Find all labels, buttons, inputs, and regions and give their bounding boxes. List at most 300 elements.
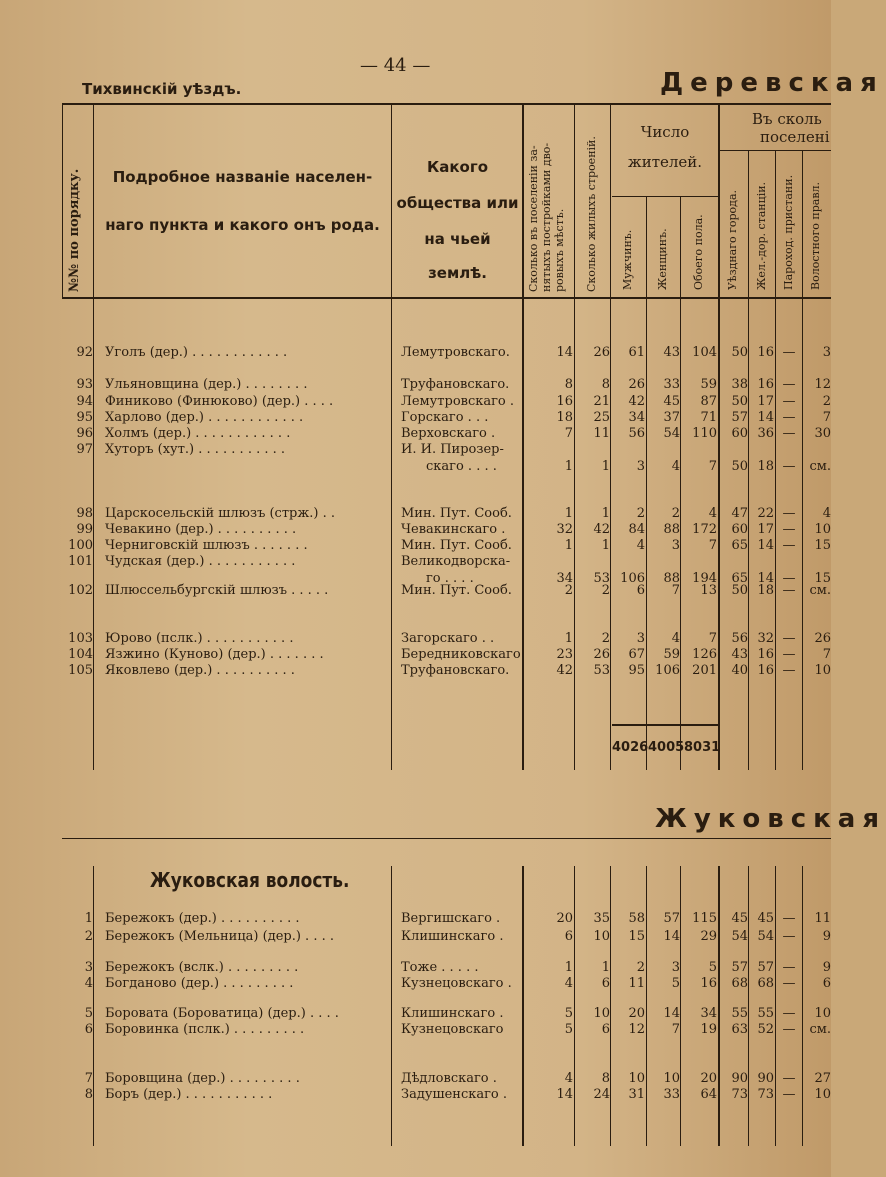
- cell-total: 172: [692, 522, 717, 537]
- cell-male: 12: [628, 1022, 645, 1037]
- cell-total: 115: [692, 911, 717, 926]
- cell-rail: 57: [757, 960, 774, 975]
- cell-town: 50: [731, 345, 748, 360]
- cell-male: 2: [636, 506, 645, 521]
- cell-town: 47: [731, 506, 748, 521]
- section-title-derevskaya: Деревская: [660, 68, 884, 98]
- cell-female: 4: [671, 631, 680, 646]
- cell-male: 11: [628, 976, 645, 991]
- cell-male: 2: [636, 960, 645, 975]
- cell-volost: см.: [809, 459, 831, 474]
- header-total: Обоего пола.: [692, 214, 705, 290]
- volost-heading: Жуковская волость.: [150, 868, 350, 892]
- cell-name: Чевакино (дер.) . . . . . . . . . .: [105, 522, 297, 537]
- cell-society: Верховскаго .: [401, 426, 496, 441]
- cell-buildings: 26: [593, 345, 610, 360]
- cell-name: Уголъ (дер.) . . . . . . . . . . . .: [105, 345, 288, 360]
- cell-name: Черниговскій шлюзъ . . . . . . .: [105, 538, 308, 553]
- header-top-rule: [62, 103, 831, 105]
- cell-volost: 10: [814, 1087, 831, 1102]
- cell-pier: —: [782, 377, 796, 392]
- cell-female: 88: [663, 522, 680, 537]
- cell-society: Великодворска-: [401, 554, 511, 569]
- header-name-line2: наго пункта и какого онъ рода.: [105, 216, 380, 234]
- cell-town: 38: [731, 377, 748, 392]
- cell-male: 3: [636, 631, 645, 646]
- cell-pier: —: [782, 345, 796, 360]
- cell-volost: 15: [814, 538, 831, 553]
- cell-town: 65: [731, 571, 748, 586]
- cell-female: 7: [671, 583, 680, 598]
- cell-total: 20: [700, 1071, 717, 1086]
- cell-name: Хуторъ (хут.) . . . . . . . . . . .: [105, 442, 286, 457]
- cell-name: Ульяновщина (дер.) . . . . . . . .: [105, 377, 308, 392]
- cell-society: Вергишскаго .: [401, 911, 501, 926]
- cell-male: 34: [628, 410, 645, 425]
- cell-volost: см.: [809, 1022, 831, 1037]
- header-pier: Пароход. пристани.: [782, 174, 795, 290]
- total-both: 8031: [684, 740, 721, 755]
- table-row: [0, 538, 831, 555]
- cell-rail: 73: [757, 1087, 774, 1102]
- cell-no: 6: [84, 1022, 93, 1037]
- cell-yards: 23: [556, 647, 573, 662]
- cell-volost: 10: [814, 522, 831, 537]
- cell-rail: 68: [757, 976, 774, 991]
- cell-volost: 2: [822, 394, 831, 409]
- cell-male: 56: [628, 426, 645, 441]
- cell-town: 68: [731, 976, 748, 991]
- cell-town: 55: [731, 1006, 748, 1021]
- cell-female: 37: [663, 410, 680, 425]
- cell-male: 84: [628, 522, 645, 537]
- cell-no: 99: [76, 522, 93, 537]
- cell-total: 71: [700, 410, 717, 425]
- cell-buildings: 24: [593, 1087, 610, 1102]
- cell-yards: 34: [556, 571, 573, 586]
- cell-no: 8: [84, 1087, 93, 1102]
- cell-buildings: 8: [601, 377, 610, 392]
- cell-rail: 55: [757, 1006, 774, 1021]
- cell-name: Юрово (пслк.) . . . . . . . . . . .: [105, 631, 294, 646]
- cell-no: 100: [68, 538, 93, 553]
- cell-town: 45: [731, 911, 748, 926]
- cell-male: 15: [628, 929, 645, 944]
- cell-yards: 1: [564, 506, 573, 521]
- cell-society: Мин. Пут. Сооб.: [401, 506, 512, 521]
- cell-total: 194: [692, 571, 717, 586]
- cell-no: 101: [68, 554, 93, 569]
- table-row: [0, 647, 831, 664]
- cell-no: 96: [76, 426, 93, 441]
- cell-pier: —: [782, 522, 796, 537]
- cell-town: 60: [731, 522, 748, 537]
- cell-female: 3: [671, 960, 680, 975]
- cell-yards: 4: [564, 1071, 573, 1086]
- cell-society: Чевакинскаго .: [401, 522, 506, 537]
- cell-name: Холмъ (дер.) . . . . . . . . . . . .: [105, 426, 291, 441]
- cell-no: 4: [84, 976, 93, 991]
- cell-total: 4: [708, 506, 717, 521]
- cell-pier: —: [782, 1006, 796, 1021]
- header-volost: Волостного правл.: [809, 181, 822, 290]
- cell-no: 104: [68, 647, 93, 662]
- cell-rail: 18: [757, 583, 774, 598]
- cell-female: 10: [663, 1071, 680, 1086]
- cell-pier: —: [782, 647, 796, 662]
- table-row: [0, 394, 831, 411]
- cell-society: И. И. Пирозер-: [401, 442, 504, 457]
- table-row: [0, 631, 831, 648]
- cell-name: Боровинка (пслк.) . . . . . . . . .: [105, 1022, 305, 1037]
- table-row: [0, 976, 831, 993]
- cell-volost: 15: [814, 571, 831, 586]
- cell-pier: —: [782, 583, 796, 598]
- cell-town: 63: [731, 1022, 748, 1037]
- table-row: [0, 1022, 831, 1039]
- cell-society-cont: скаго . . . .: [426, 459, 497, 474]
- header-distance-line1: Въ сколь: [752, 110, 822, 128]
- cell-male: 67: [628, 647, 645, 662]
- table-row: [0, 911, 831, 928]
- cell-total: 34: [700, 1006, 717, 1021]
- cell-buildings: 25: [593, 410, 610, 425]
- cell-town: 73: [731, 1087, 748, 1102]
- cell-male: 58: [628, 911, 645, 926]
- cell-male: 95: [628, 663, 645, 678]
- header-distance-line2: поселені: [760, 128, 830, 146]
- header-society-line1: Какого: [426, 158, 488, 176]
- cell-buildings: 1: [601, 538, 610, 553]
- cell-pier: —: [782, 538, 796, 553]
- cell-buildings: 6: [601, 1022, 610, 1037]
- cell-rail: 90: [757, 1071, 774, 1086]
- cell-society-cont: го . . . .: [426, 571, 474, 586]
- cell-total: 16: [700, 976, 717, 991]
- cell-buildings: 53: [593, 663, 610, 678]
- cell-male: 42: [628, 394, 645, 409]
- table-row: [0, 377, 831, 394]
- cell-yards: 14: [556, 345, 573, 360]
- cell-society: Мин. Пут. Сооб.: [401, 538, 512, 553]
- cell-yards: 20: [556, 911, 573, 926]
- cell-male: 6: [636, 583, 645, 598]
- cell-rail: 17: [757, 522, 774, 537]
- cell-yards: 16: [556, 394, 573, 409]
- table-row: [0, 522, 831, 539]
- table-row: [0, 442, 831, 474]
- cell-volost: 7: [822, 410, 831, 425]
- cell-name: Бережокъ (дер.) . . . . . . . . . .: [105, 911, 300, 926]
- cell-society: Лемутровскаго .: [401, 394, 515, 409]
- cell-society: Загорскаго . .: [401, 631, 495, 646]
- header-bottom-rule: [62, 297, 831, 299]
- table-row: [0, 554, 831, 586]
- header-inhabitants-line1: Число: [640, 123, 690, 141]
- cell-buildings: 1: [601, 960, 610, 975]
- cell-yards: 1: [564, 631, 573, 646]
- cell-female: 33: [663, 1087, 680, 1102]
- cell-female: 59: [663, 647, 680, 662]
- cell-society: Кузнецовскаго .: [401, 976, 512, 991]
- cell-pier: —: [782, 663, 796, 678]
- cell-town: 54: [731, 929, 748, 944]
- cell-yards: 1: [564, 960, 573, 975]
- cell-society: Кузнецовскаго: [401, 1022, 504, 1037]
- cell-name: Бережокъ (вслк.) . . . . . . . . .: [105, 960, 299, 975]
- cell-no: 97: [76, 442, 93, 457]
- cell-name: Чудская (дер.) . . . . . . . . . . .: [105, 554, 296, 569]
- cell-yards: 8: [564, 377, 573, 392]
- cell-name: Яковлево (дер.) . . . . . . . . . .: [105, 663, 295, 678]
- cell-no: 102: [68, 583, 93, 598]
- cell-name: Боровата (Бороватица) (дер.) . . . .: [105, 1006, 339, 1021]
- cell-volost: 9: [822, 960, 831, 975]
- cell-pier: —: [782, 394, 796, 409]
- cell-male: 106: [620, 571, 645, 586]
- header-society-line3: на чьей землѣ.: [424, 230, 491, 282]
- cell-no: 95: [76, 410, 93, 425]
- cell-society: Труфановскаго.: [401, 663, 510, 678]
- cell-volost: 12: [814, 377, 831, 392]
- cell-no: 2: [84, 929, 93, 944]
- cell-no: 3: [84, 960, 93, 975]
- cell-female: 45: [663, 394, 680, 409]
- cell-volost: 6: [822, 976, 831, 991]
- cell-female: 2: [671, 506, 680, 521]
- cell-pier: —: [782, 929, 796, 944]
- cell-total: 5: [708, 960, 717, 975]
- table-row: [0, 1071, 831, 1088]
- cell-total: 64: [700, 1087, 717, 1102]
- cell-male: 10: [628, 1071, 645, 1086]
- cell-buildings: 35: [593, 911, 610, 926]
- cell-volost: 27: [814, 1071, 831, 1086]
- cell-pier: —: [782, 1071, 796, 1086]
- cell-rail: 14: [757, 571, 774, 586]
- cell-volost: 11: [814, 911, 831, 926]
- cell-town: 43: [731, 647, 748, 662]
- table-row: [0, 663, 831, 680]
- cell-buildings: 26: [593, 647, 610, 662]
- header-female: Женщинъ.: [656, 228, 669, 290]
- cell-buildings: 53: [593, 571, 610, 586]
- cell-no: 103: [68, 631, 93, 646]
- cell-society: Задушенскаго .: [401, 1087, 508, 1102]
- cell-buildings: 2: [601, 583, 610, 598]
- cell-total: 7: [708, 631, 717, 646]
- header-town: Уѣзднаго города.: [726, 189, 739, 290]
- cell-no: 5: [84, 1006, 93, 1021]
- cell-rail: 18: [757, 459, 774, 474]
- cell-town: 57: [731, 410, 748, 425]
- cell-pier: —: [782, 571, 796, 586]
- cell-no: 94: [76, 394, 93, 409]
- table-row: [0, 960, 831, 977]
- cell-yards: 42: [556, 663, 573, 678]
- cell-volost: 4: [822, 506, 831, 521]
- section-title-zhukovskaya: Жуковская: [655, 804, 886, 834]
- cell-volost: 30: [814, 426, 831, 441]
- col-rule: [62, 105, 63, 297]
- cell-total: 201: [692, 663, 717, 678]
- table-row: [0, 1087, 831, 1104]
- county-title: Тихвинскій уѣздъ.: [82, 80, 242, 98]
- cell-female: 5: [671, 976, 680, 991]
- cell-rail: 17: [757, 394, 774, 409]
- cell-yards: 6: [564, 929, 573, 944]
- header-name-line1: Подробное названіе населен-: [112, 168, 373, 186]
- table-row: [0, 426, 831, 443]
- cell-female: 4: [671, 459, 680, 474]
- cell-no: 98: [76, 506, 93, 521]
- cell-pier: —: [782, 426, 796, 441]
- cell-rail: 36: [757, 426, 774, 441]
- cell-buildings: 2: [601, 631, 610, 646]
- cell-rail: 16: [757, 345, 774, 360]
- cell-total: 59: [700, 377, 717, 392]
- cell-total: 104: [692, 345, 717, 360]
- cell-yards: 5: [564, 1006, 573, 1021]
- cell-buildings: 6: [601, 976, 610, 991]
- cell-buildings: 1: [601, 506, 610, 521]
- cell-pier: —: [782, 960, 796, 975]
- cell-name: Шлюссельбургскій шлюзъ . . . . .: [105, 583, 329, 598]
- cell-total: 29: [700, 929, 717, 944]
- col-rule: [680, 197, 681, 770]
- cell-volost: 9: [822, 929, 831, 944]
- table-row: [0, 929, 831, 946]
- cell-female: 106: [655, 663, 680, 678]
- header-male: Мужчинъ.: [621, 229, 634, 290]
- cell-town: 50: [731, 394, 748, 409]
- cell-buildings: 1: [601, 459, 610, 474]
- cell-society: Тоже . . . . .: [401, 960, 479, 975]
- cell-male: 61: [628, 345, 645, 360]
- cell-female: 43: [663, 345, 680, 360]
- cell-name: Харлово (дер.) . . . . . . . . . . . .: [105, 410, 304, 425]
- cell-no: 7: [84, 1071, 93, 1086]
- table-row: [0, 1006, 831, 1023]
- cell-buildings: 21: [593, 394, 610, 409]
- table-row: [0, 410, 831, 427]
- cell-volost: 3: [822, 345, 831, 360]
- cell-male: 31: [628, 1087, 645, 1102]
- cell-volost: 7: [822, 647, 831, 662]
- cell-female: 7: [671, 1022, 680, 1037]
- cell-female: 88: [663, 571, 680, 586]
- cell-rail: 22: [757, 506, 774, 521]
- table-row: [0, 506, 831, 523]
- table-row: [0, 345, 831, 362]
- cell-rail: 54: [757, 929, 774, 944]
- cell-name: Царскосельскій шлюзъ (стрж.) . .: [105, 506, 336, 521]
- cell-volost: см.: [809, 583, 831, 598]
- cell-name: Боровщина (дер.) . . . . . . . . .: [105, 1071, 300, 1086]
- cell-yards: 1: [564, 538, 573, 553]
- cell-rail: 16: [757, 663, 774, 678]
- cell-pier: —: [782, 1087, 796, 1102]
- table-row: [0, 583, 831, 600]
- cell-volost: 26: [814, 631, 831, 646]
- cell-town: 57: [731, 960, 748, 975]
- cell-rail: 45: [757, 911, 774, 926]
- cell-female: 33: [663, 377, 680, 392]
- cell-female: 14: [663, 929, 680, 944]
- cell-name: Богданово (дер.) . . . . . . . . .: [105, 976, 294, 991]
- cell-buildings: 11: [593, 426, 610, 441]
- header-buildings: Сколько жилыхъ строеній.: [585, 136, 598, 292]
- cell-yards: 1: [564, 459, 573, 474]
- cell-yards: 7: [564, 426, 573, 441]
- cell-volost: 10: [814, 663, 831, 678]
- cell-rail: 14: [757, 410, 774, 425]
- cell-total: 126: [692, 647, 717, 662]
- cell-yards: 18: [556, 410, 573, 425]
- cell-rail: 16: [757, 377, 774, 392]
- header-society-line2: общества или: [396, 194, 519, 212]
- cell-society: Клишинскаго .: [401, 1006, 504, 1021]
- cell-female: 57: [663, 911, 680, 926]
- totals-rule: [612, 724, 718, 726]
- cell-no: 1: [84, 911, 93, 926]
- cell-pier: —: [782, 976, 796, 991]
- total-male: 4026: [612, 740, 649, 755]
- cell-buildings: 10: [593, 1006, 610, 1021]
- cell-town: 90: [731, 1071, 748, 1086]
- cell-female: 14: [663, 1006, 680, 1021]
- section2-top-rule: [62, 838, 831, 839]
- cell-yards: 5: [564, 1022, 573, 1037]
- cell-society: Бередниковскаго: [401, 647, 521, 662]
- cell-total: 19: [700, 1022, 717, 1037]
- cell-male: 20: [628, 1006, 645, 1021]
- header-inhabitants-line2: жителей.: [627, 153, 703, 171]
- cell-total: 87: [700, 394, 717, 409]
- cell-male: 4: [636, 538, 645, 553]
- cell-name: Финиково (Финюково) (дер.) . . . .: [105, 394, 334, 409]
- cell-society: Дѣдловскаго .: [401, 1071, 497, 1086]
- cell-total: 110: [692, 426, 717, 441]
- cell-town: 50: [731, 583, 748, 598]
- header-col-no: №№ по порядку.: [67, 168, 82, 292]
- cell-rail: 32: [757, 631, 774, 646]
- cell-society: Лемутровскаго.: [401, 345, 510, 360]
- header-rail: Жел.-дор. станціи.: [755, 181, 768, 290]
- cell-society: Клишинскаго .: [401, 929, 504, 944]
- cell-society: Горскаго . . .: [401, 410, 489, 425]
- cell-no: 92: [76, 345, 93, 360]
- cell-town: 65: [731, 538, 748, 553]
- cell-name: Язжино (Куново) (дер.) . . . . . . .: [105, 647, 324, 662]
- cell-pier: —: [782, 506, 796, 521]
- cell-total: 7: [708, 538, 717, 553]
- cell-town: 60: [731, 426, 748, 441]
- cell-no: 93: [76, 377, 93, 392]
- total-female: 4005: [648, 740, 685, 755]
- inhabitants-subrule: [612, 196, 719, 197]
- cell-no: 105: [68, 663, 93, 678]
- cell-yards: 4: [564, 976, 573, 991]
- cell-pier: —: [782, 911, 796, 926]
- cell-male: 3: [636, 459, 645, 474]
- cell-society: Труфановскаго.: [401, 377, 510, 392]
- page-number: — 44 —: [360, 55, 431, 76]
- cell-society: Мин. Пут. Сооб.: [401, 583, 512, 598]
- cell-name: Боръ (дер.) . . . . . . . . . . .: [105, 1087, 273, 1102]
- cell-rail: 14: [757, 538, 774, 553]
- cell-pier: —: [782, 1022, 796, 1037]
